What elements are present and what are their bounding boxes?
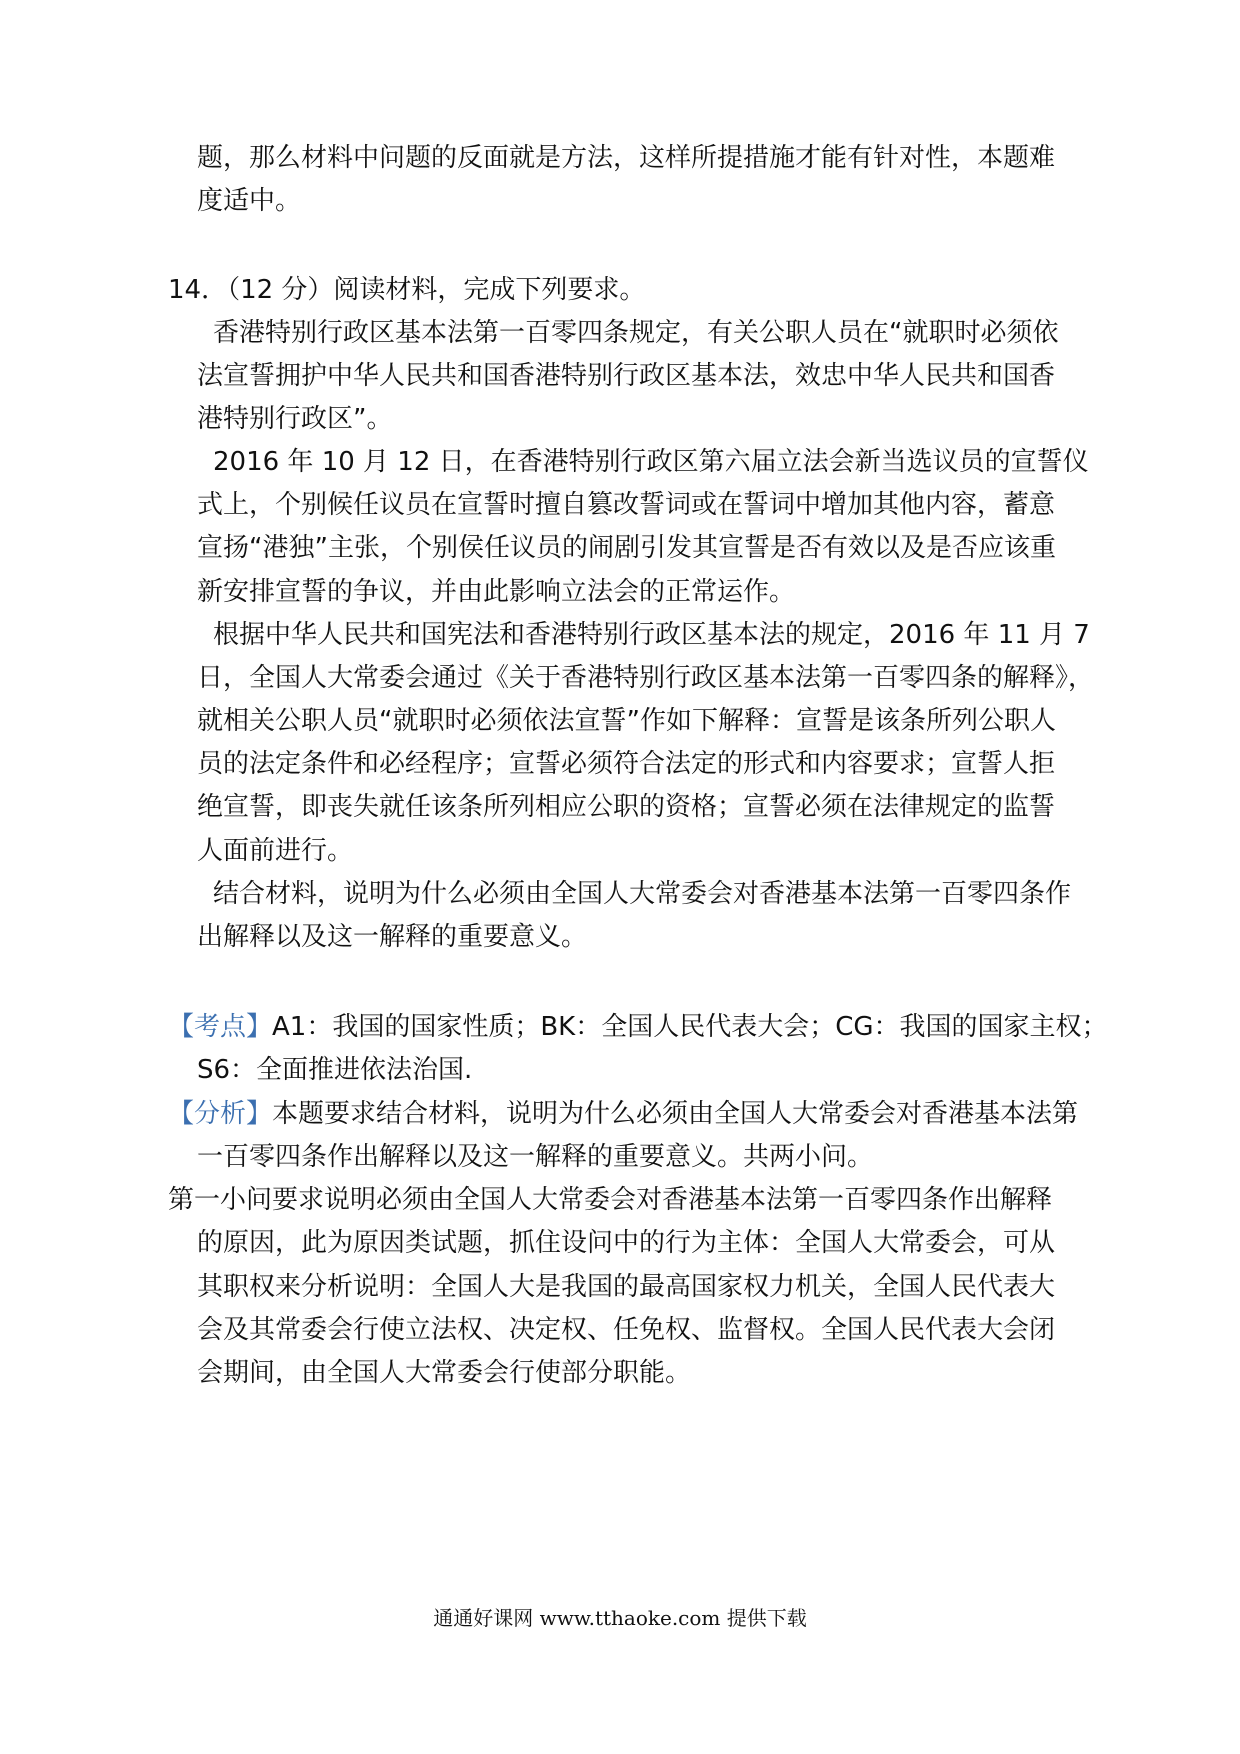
first-question-line-4: 会及其常委会行使立法权、决定权、任免权、监督权。全国人民代表大会闭 [197,1315,1056,1345]
material-p3-line-4: 员的法定条件和必经程序；宣誓必须符合法定的形式和内容要求；宣誓人拒 [197,749,1056,779]
material-p2-line-4: 新安排宣誓的争议，并由此影响立法会的正常运作。 [197,577,796,607]
question-prompt-line-1: 结合材料，说明为什么必须由全国人大常委会对香港基本法第一百零四条作 [213,879,1072,909]
material-p3-line-3: 就相关公职人员“就职时必须依法宣誓”作如下解释：宣誓是该条所列公职人 [197,706,1056,736]
first-question-line-2: 的原因，此为原因类试题，抓住设问中的行为主体：全国人大常委会，可从 [197,1228,1056,1258]
question-prompt-line-2: 出解释以及这一解释的重要意义。 [197,922,588,952]
prev-answer-line-2: 度适中。 [197,186,302,216]
kaodian-line-2: S6：全面推进依法治国. [197,1055,473,1085]
first-question-line-1: 第一小问要求说明必须由全国人大常委会对香港基本法第一百零四条作出解释 [168,1185,1053,1215]
material-p3-line-1: 根据中华人民共和国宪法和香港特别行政区基本法的规定，2016 年 11 月 7 [213,620,1090,650]
material-p1-line-1: 香港特别行政区基本法第一百零四条规定，有关公职人员在“就职时必须依 [213,318,1059,348]
fenxi-line-2: 一百零四条作出解释以及这一解释的重要意义。共两小问。 [197,1142,874,1172]
first-question-line-3: 其职权来分析说明：全国人大是我国的最高国家权力机关，全国人民代表大 [197,1272,1056,1302]
material-p3-line-5: 绝宣誓，即丧失就任该条所列相应公职的资格；宣誓必须在法律规定的监誓 [197,792,1056,822]
material-p3-line-2: 日，全国人大常委会通过《关于香港特别行政区基本法第一百零四条的解释》， [197,663,1095,693]
kaodian-tag: 【考点】 [168,1012,273,1042]
material-p3-line-6: 人面前进行。 [197,836,354,866]
kaodian-text: A1：我国的国家性质；BK：全国人民代表大会；CG：我国的国家主权； [272,1012,1108,1042]
page-footer: 通通好课网 www.tthaoke.com 提供下载 [433,1606,807,1630]
fenxi-tag: 【分析】 [168,1099,273,1129]
question-header: 14．（12 分）阅读材料，完成下列要求。 [168,275,646,305]
prev-answer-line-1: 题，那么材料中问题的反面就是方法，这样所提措施才能有针对性，本题难 [197,143,1056,173]
fenxi-text: 本题要求结合材料，说明为什么必须由全国人大常委会对香港基本法第 [272,1099,1079,1129]
material-p2-line-1: 2016 年 10 月 12 日，在香港特别行政区第六届立法会新当选议员的宣誓仪 [213,447,1089,477]
material-p1-line-2: 法宣誓拥护中华人民共和国香港特别行政区基本法，效忠中华人民共和国香 [197,361,1056,391]
material-p1-line-3: 港特别行政区”。 [197,404,393,434]
first-question-line-5: 会期间，由全国人大常委会行使部分职能。 [197,1358,692,1388]
fenxi-line-1 [168,1097,1078,1131]
material-p2-line-3: 宣扬“港独”主张，个别侯任议员的闹剧引发其宣誓是否有效以及是否应该重 [197,533,1056,563]
kaodian-line-1 [168,1010,1108,1044]
material-p2-line-2: 式上，个别候任议员在宣誓时擅自篡改誓词或在誓词中增加其他内容，蓄意 [197,490,1056,520]
